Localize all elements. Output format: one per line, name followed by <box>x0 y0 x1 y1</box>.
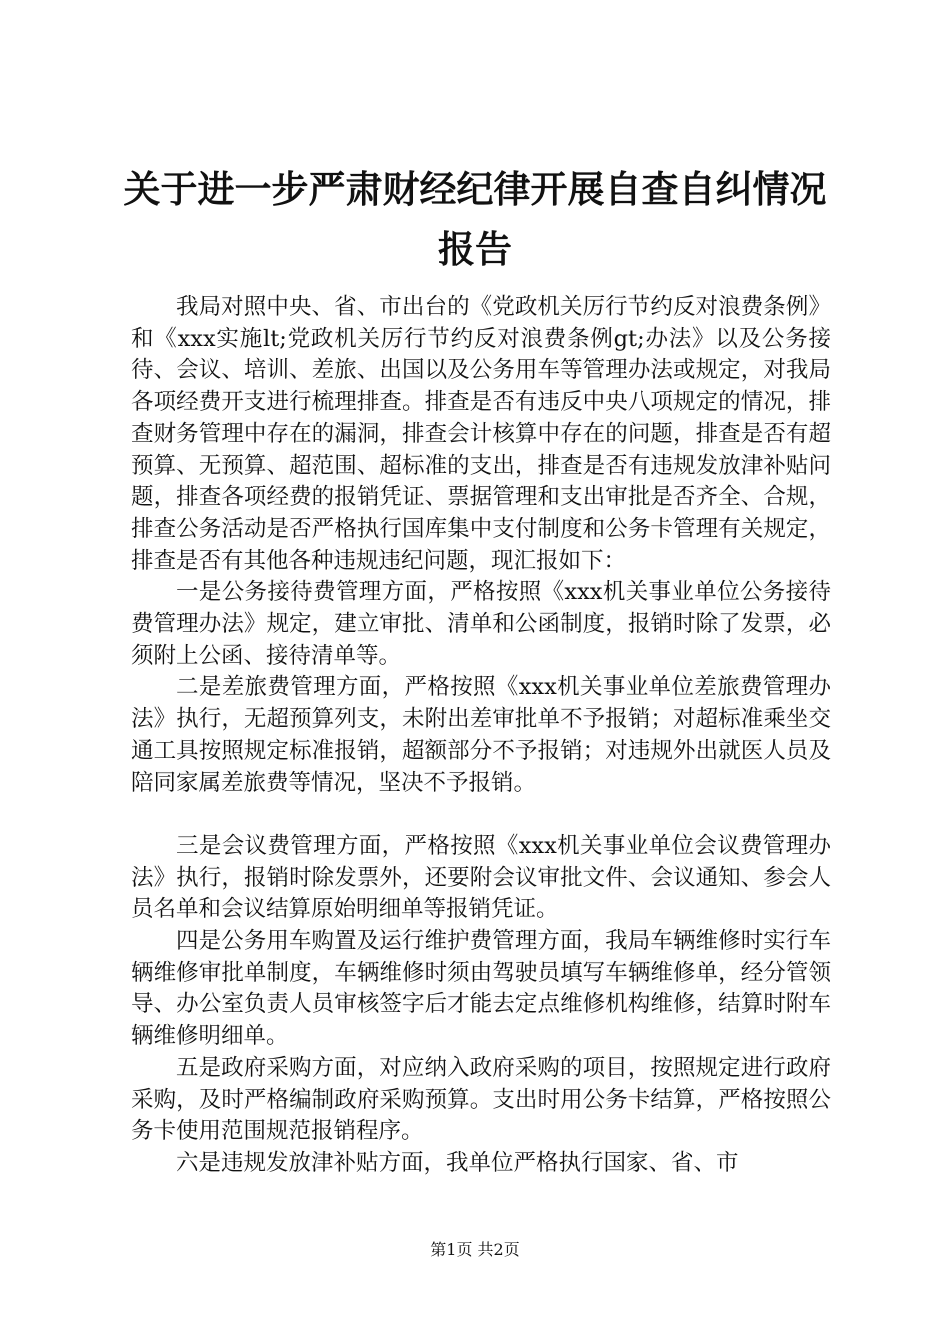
paragraph-meeting: 三是会议费管理方面，严格按照《xxx机关事业单位会议费管理办法》执行，报销时除发票外，还要附会议审批文件、会议通知、参会人员名单和会议结算原始明细单等报销凭证。 <box>131 832 831 923</box>
paragraph-vehicle: 四是公务用车购置及运行维护费管理方面，我局车辆维修时实行车辆维修审批单制度，车辆维修时须由驾驶员填写车辆维修单，经分管领导、办公室负责人员审核签字后才能去定点维修机构维修，结算时附车辆维修明细单。 <box>131 928 831 1050</box>
document-body <box>131 292 831 1180</box>
page-footer: 第1页 共2页 <box>430 1240 520 1259</box>
paragraph-reception: 一是公务接待费管理方面，严格按照《xxx机关事业单位公务接待费管理办法》规定，建立审批、清单和公函制度，报销时除了发票，必须附上公函、接待清单等。 <box>131 579 831 669</box>
paragraph-allowance: 六是违规发放津补贴方面，我单位严格执行国家、省、市 <box>176 1149 739 1176</box>
paragraph-procurement: 五是政府采购方面，对应纳入政府采购的项目，按照规定进行政府采购，及时严格编制政府采购预算。支出时用公务卡结算，严格按照公务卡使用范围规范报销程序。 <box>131 1054 831 1145</box>
paragraph-travel: 二是差旅费管理方面，严格按照《xxx机关事业单位差旅费管理办法》执行，无超预算列支，未附出差审批单不予报销；对超标准乘坐交通工具按照规定标准报销，超额部分不予报销；对违规外出就医人员及陪同家属差旅费等情况，坚决不予报销。 <box>131 674 831 796</box>
paragraph-gap <box>131 799 831 831</box>
paragraph-intro: 我局对照中央、省、市出台的《党政机关厉行节约反对浪费条例》和《xxx实施lt;党政机关厉行节约反对浪费条例gt;办法》以及公务接待、会议、培训、差旅、出国以及公务用车等管理办法或规定，对我局各项经费开支进行梳理排查。排查是否有违反中央八项规定的情况，排查财务管理中存在的漏洞，排查会计核算中存在的问题，排查是否有超预算、无预算、超范围、超标准的支出，排查是否有违规发放津补贴问题，排查各项经费的报销凭证、票据管理和支出审批是否齐全、合规，排查公务活动是否严格执行国库集中支付制度和公务卡管理有关规定，排查是否有其他各种违规违纪问题，现汇报如下： <box>131 294 831 574</box>
document-title: 关于进一步严肃财经纪律开展自查自纠情况报告 <box>123 168 827 271</box>
